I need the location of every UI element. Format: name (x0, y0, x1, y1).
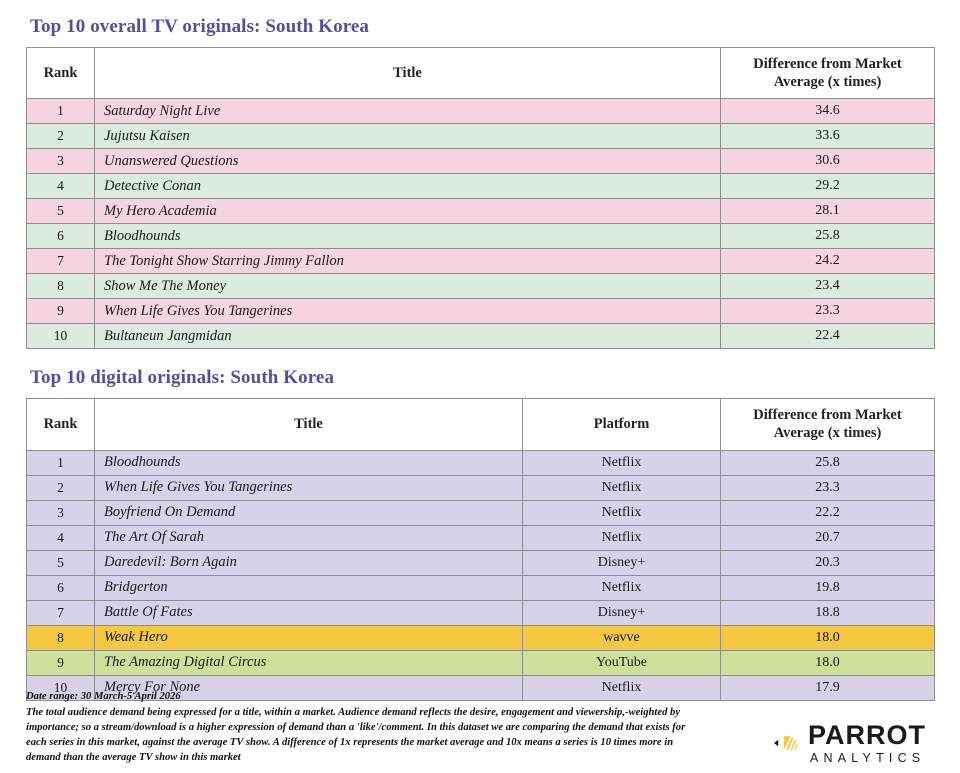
table-header-row (27, 399, 935, 450)
footnote (26, 689, 686, 765)
cell-title: Weak Hero (95, 625, 523, 650)
footer (26, 689, 934, 765)
cell-difference: 18.0 (721, 650, 935, 675)
cell-rank: 5 (27, 550, 95, 575)
cell-platform: Netflix (523, 575, 721, 600)
cell-difference: 20.7 (721, 525, 935, 550)
cell-title: Jujutsu Kaisen (95, 124, 721, 149)
table-overall-tv-originals (26, 47, 935, 349)
cell-title: Show Me The Money (95, 274, 721, 299)
table-row (27, 199, 935, 224)
table-row (27, 500, 935, 525)
cell-difference: 17.9 (721, 675, 935, 700)
column-header-title: Title (95, 48, 721, 99)
column-header-difference-line2: Average (x times) (773, 425, 882, 442)
table-row (27, 575, 935, 600)
table-row (27, 450, 935, 475)
cell-title: Daredevil: Born Again (95, 550, 523, 575)
cell-platform: Disney+ (523, 600, 721, 625)
table-digital-originals (26, 398, 935, 700)
table-row (27, 525, 935, 550)
column-header-difference-line1: Difference from Market (753, 56, 902, 72)
cell-rank: 9 (27, 650, 95, 675)
cell-difference: 24.2 (721, 249, 935, 274)
cell-title: Unanswered Questions (95, 149, 721, 174)
cell-difference: 34.6 (721, 99, 935, 124)
cell-difference: 29.2 (721, 174, 935, 199)
cell-title: Bultaneun Jangmidan (95, 324, 721, 349)
table-row (27, 224, 935, 249)
cell-platform: wavve (523, 625, 721, 650)
cell-title: When Life Gives You Tangerines (95, 475, 523, 500)
table-row (27, 650, 935, 675)
cell-rank: 4 (27, 174, 95, 199)
column-header-title: Title (95, 399, 523, 450)
column-header-platform: Platform (523, 399, 721, 450)
column-header-difference (721, 399, 935, 450)
cell-platform: Netflix (523, 675, 721, 700)
table-row (27, 324, 935, 349)
parrot-analytics-logo (774, 721, 934, 765)
cell-platform: Netflix (523, 475, 721, 500)
cell-rank: 7 (27, 249, 95, 274)
page-title-digital: Top 10 digital originals: South Korea (30, 367, 335, 389)
cell-difference: 33.6 (721, 124, 935, 149)
table-header-row (27, 48, 935, 99)
cell-difference: 22.2 (721, 500, 935, 525)
parrot-logo-wordmark (808, 719, 926, 765)
cell-rank: 10 (27, 324, 95, 349)
cell-rank: 6 (27, 224, 95, 249)
logo-text-secondary: ANALYTICS (810, 750, 926, 765)
cell-platform: Netflix (523, 450, 721, 475)
cell-rank: 8 (27, 625, 95, 650)
cell-difference: 28.1 (721, 199, 935, 224)
column-header-difference-line1: Difference from Market (753, 407, 902, 424)
column-header-difference (721, 48, 935, 99)
cell-title: Boyfriend On Demand (95, 500, 523, 525)
cell-rank: 10 (27, 675, 95, 700)
cell-title: My Hero Academia (95, 199, 721, 224)
cell-platform: Netflix (523, 500, 721, 525)
cell-title: Mercy For None (95, 675, 523, 700)
cell-rank: 6 (27, 575, 95, 600)
cell-rank: 1 (27, 450, 95, 475)
cell-title: Battle Of Fates (95, 600, 523, 625)
cell-difference: 30.6 (721, 149, 935, 174)
cell-title: The Art Of Sarah (95, 525, 523, 550)
cell-rank: 2 (27, 124, 95, 149)
cell-title: The Tonight Show Starring Jimmy Fallon (95, 249, 721, 274)
table-row (27, 249, 935, 274)
cell-difference: 23.4 (721, 274, 935, 299)
cell-rank: 5 (27, 199, 95, 224)
table-row (27, 174, 935, 199)
cell-rank: 3 (27, 500, 95, 525)
cell-difference: 20.3 (721, 550, 935, 575)
table-row (27, 124, 935, 149)
cell-rank: 4 (27, 525, 95, 550)
table-row (27, 600, 935, 625)
table-row (27, 274, 935, 299)
cell-title: Bloodhounds (95, 450, 523, 475)
cell-difference: 18.0 (721, 625, 935, 650)
parrot-logo-icon (774, 721, 800, 765)
cell-title: Bloodhounds (95, 224, 721, 249)
logo-text-primary: PARROT (808, 719, 926, 750)
cell-difference: 22.4 (721, 324, 935, 349)
bottom-divider (0, 769, 960, 773)
cell-title: When Life Gives You Tangerines (95, 299, 721, 324)
cell-platform: Netflix (523, 525, 721, 550)
cell-difference: 19.8 (721, 575, 935, 600)
footnote-description: The total audience demand being expressed for a title, within a market. Audience demand reflects the desire, engagement and viewership,-weighted by importance; so a stream/download is a higher expression of demand than a 'like'/comment. In this dataset we are comparing the demand that exists for each series in this market, against the average TV show. A difference of 1x represents the market average and 10x means a series is 10 times more in demand than the average TV show in this market (26, 706, 686, 763)
page-title-overall: Top 10 overall TV originals: South Korea (30, 16, 370, 37)
cell-difference: 23.3 (721, 299, 935, 324)
table-row (27, 149, 935, 174)
column-header-rank: Rank (27, 48, 95, 99)
cell-rank: 7 (27, 600, 95, 625)
cell-difference: 25.8 (721, 224, 935, 249)
cell-title: Bridgerton (95, 575, 523, 600)
cell-platform: YouTube (523, 650, 721, 675)
cell-difference: 18.8 (721, 600, 935, 625)
cell-rank: 1 (27, 99, 95, 124)
column-header-rank: Rank (27, 399, 95, 450)
cell-rank: 8 (27, 274, 95, 299)
cell-difference: 23.3 (721, 475, 935, 500)
table-row (27, 475, 935, 500)
table-row (27, 625, 935, 650)
cell-difference: 25.8 (721, 450, 935, 475)
footnote-date-range: Date range: 30 March-5 April 2026 (26, 690, 181, 702)
cell-rank: 9 (27, 299, 95, 324)
table-row (27, 299, 935, 324)
cell-rank: 2 (27, 475, 95, 500)
cell-rank: 3 (27, 149, 95, 174)
cell-title: The Amazing Digital Circus (95, 650, 523, 675)
table-row (27, 99, 935, 124)
cell-platform: Disney+ (523, 550, 721, 575)
table-row (27, 550, 935, 575)
cell-title: Saturday Night Live (95, 99, 721, 124)
cell-title: Detective Conan (95, 174, 721, 199)
column-header-difference-line2: Average (x times) (773, 74, 882, 91)
